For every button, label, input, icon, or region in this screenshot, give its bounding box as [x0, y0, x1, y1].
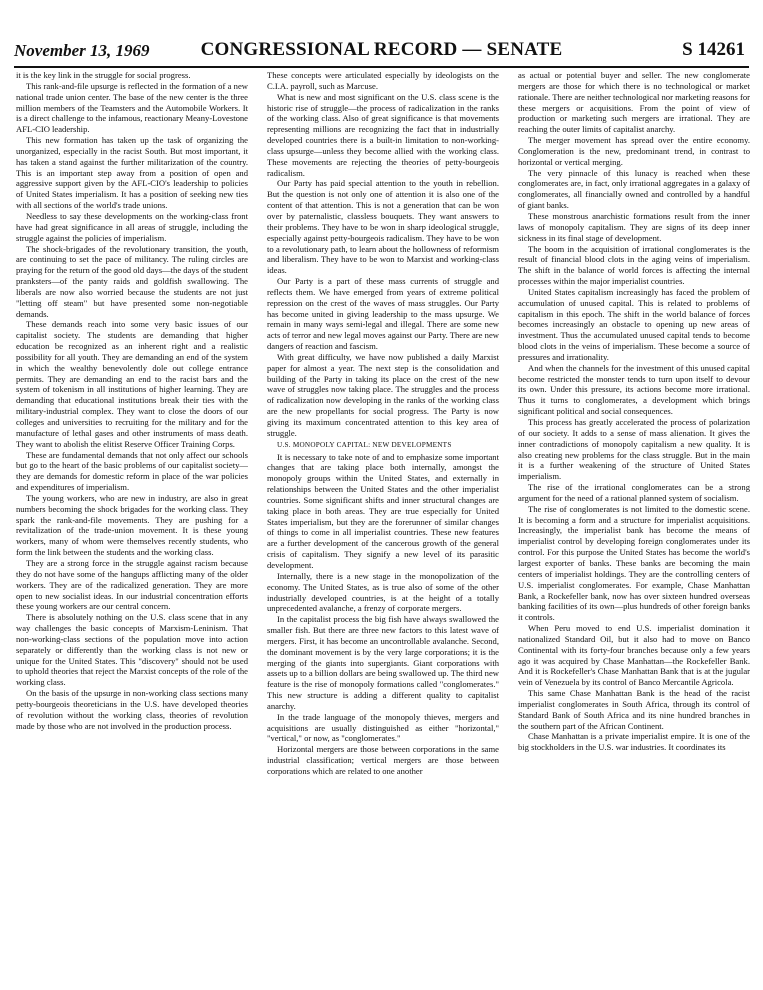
page-header [14, 38, 749, 64]
paragraph: There is absolutely nothing on the U.S. class scene that in any way challenges the basic concepts of Marxism-Leninism. That non-working-class sections of the population move into action separately or differently than the working class is not new or unique for the United States. This "discovery" should not be used to uphold theories that reject the Marxist concepts of the role of the working class. [16, 612, 248, 688]
publication-title: CONGRESSIONAL RECORD — SENATE [200, 39, 563, 60]
paragraph: Horizontal mergers are those between corporations in the same industrial classification; vertical mergers are those between corporations which are related to one another [267, 744, 499, 776]
paragraph: These demands reach into some very basic issues of our capitalist society. The students are demanding that higher education be recognized as an inherent right and a realistic possibility for all youth. They are demanding an end of the system in which the wealthy benevolently dole out college entrance permits. They are demanding an end to the racist bars and the system of tokenism in all institutions of higher learning. They are demanding that educational institutions break their ties with the military-industrial complex. They want to close the doors of our colleges and universities to recruiting for the military and for the manufacture of lethal gases and other instruments of mass death. They want to abolish the elitist Reserve Officer Training Corps. [16, 319, 248, 449]
paragraph: Chase Manhattan is a private imperialist empire. It is one of the big stockholders in the U.S. war industries. It coordinates its [518, 731, 750, 753]
paragraph: On the basis of the upsurge in non-working class sections many petty-bourgeois theoreticians in the U.S. have developed theories of revolution without the working class, theories of revolution made by those who are not involved in the production process. [16, 688, 248, 731]
paragraph: This process has greatly accelerated the process of polarization of our society. It adds to a sense of mass alienation. It gives the inner contradictions of monopoly capitalism a new quality. It is also creating new problems for the class struggle. But in the main it is a further weakening of the structure of United States imperialism. [518, 417, 750, 482]
paragraph: United States capitalism increasingly has faced the problem of accumulation of unused capital. This is related to problems of capitalism in this epoch. The shift in the world balance of forces becomes increasingly an obstacle to opening up new areas of investment. Thus the accumulated unused capital tends to become blood clots in the veins of imperialism. These become a source of pressures and irrationality. [518, 286, 750, 362]
paragraph: And when the channels for the investment of this unused capital become restricted the monster tends to turn upon itself to devour its own. Under this pressure, its actions become more irrational. Thus it turns to conglomerates, a development which brings significant political and social consequences. [518, 362, 750, 417]
paragraph: What is new and most significant on the U.S. class scene is the historic rise of struggle—the process of radicalization in the ranks of the working class. Also of great significance is that movements representing millions are recognizing the fact that in industrially developed countries there is a built-in limitation to non-working-class upsurge—unless they become allied with the working class. These movements are rejecting the theories of petty-bourgeois radicalism. [267, 91, 499, 178]
paragraph: When Peru moved to end U.S. imperialist domination it nationalized Standard Oil, but it also had to move on Banco Continental with its forty-four branches because only a few years ago it was acquired by Chase Manhattan—the Rockefeller Bank. And it is Rockefeller's Chase Manhattan Bank that is at the jugular vein of Venezuela by its control of Banco Mercantile Agricola. [518, 623, 750, 688]
page-number: S 14261 [682, 39, 745, 60]
paragraph: These concepts were articulated especially by ideologists on the C.I.A. payroll, such as Marcuse. [267, 70, 499, 91]
paragraph: Our Party has paid special attention to the youth in rebellion. But the question is not only one of attention it is also one of the content of that attention. This is not a generation that can be won over by paternalistic, classless bouquets. They want answers to their problems. They have to be won in sharp ideological struggle, especially against petty-bourgeois radicalism. They have to be won to a revolutionary path, to learn about the hollowness of reformism and liberalism. They have to be won to Marxist and working-class ideas. [267, 178, 499, 276]
paragraph: In the trade language of the monopoly thieves, mergers and acquisitions are usually distinguished as either "horizontal," "vertical," or now, as "conglomerates." [267, 711, 499, 744]
paragraph: This same Chase Manhattan Bank is the head of the racist imperialist conglomerates in South Africa, through its control of Standard Bank of South Africa and its nine hundred branches in the southern part of the African Continent. [518, 688, 750, 731]
paragraph: Needless to say these developments on the working-class front have had great significance in all areas of struggle, including the struggle against the policies of imperialism. [16, 210, 248, 243]
issue-date: November 13, 1969 [14, 41, 150, 60]
paragraph: The merger movement has spread over the entire economy. Conglomeration is the new, predominant trend, in contrast to horizontal or vertical merging. [518, 135, 750, 167]
text-columns [16, 70, 751, 982]
column-1 [16, 70, 248, 982]
paragraph: With great difficulty, we have now published a daily Marxist paper for almost a year. The next step is the consolidation and building of the Party in taking its place on the crest of the new wave of struggles now taking place. The struggles and the process of radicalization now developing in the ranks of the working class are the new propellants for social progress. The Party is now giving its maximum concentrated attention to this key area of struggle. [267, 351, 499, 438]
paragraph: These are fundamental demands that not only affect our schools but go to the heart of the basic problems of our capitalist society—they are demands for domestic reform in place of the war policies and expenditures of imperialism. [16, 449, 248, 493]
paragraph: They are a strong force in the struggle against racism because they do not have some of the hangups afflicting many of the older workers. They are of the radicalized generation. They are more open to new socialist ideas. In our industrial concentration efforts these young workers are our central concern. [16, 557, 248, 612]
paragraph: The shock-brigades of the revolutionary transition, the youth, are continuing to set the pace of militancy. The ruling circles are praying for the return of the good old days—the days of the student pranksters—of the panty raids and goldfish swallowing. The liberals are now also worried because the students are not just "letting off steam" but have presented some non-negotiable demands. [16, 243, 248, 319]
paragraph: This new formation has taken up the task of organizing the unorganized, especially in the racist South. But most important, it has taken a stand against the further militarization of the country. This is an important step away from a position of open and aggressive support given by the AFL-CIO's leadership to policies of United States imperialism. It has a position of seeking new ties with all sections of the world's trade unions. [16, 135, 248, 211]
section-heading: U.S. MONOPOLY CAPITAL: NEW DEVELOPMENTS [277, 440, 452, 449]
paragraph: as actual or potential buyer and seller. The new conglomerate mergers are those for which there is no technological or market rationale. There are neither technological nor marketing reasons for these mergers or acquisitions. From the point of view of production or marketing such mergers are irrational. They are reaching the outer limits of capitalist anarchy. [518, 70, 750, 135]
paragraph: The rise of conglomerates is not limited to the domestic scene. It is becoming a form and a structure for imperialist acquisitions. Increasingly, the imperialist bank has become the means of imperialist control by developing foreign conglomerates under its control. For this purpose the United States has become the world's largest exporter of banks. These banks are becoming the main centers of imperialist holdings. They are the controlling centers of U.S. imperialist conglomerates. For example, Chase Manhattan Bank, a Rockefeller bank, now has over sixteen hundred overseas banking facilities of its own—plus hundreds of other foreign banks it controls. [518, 503, 750, 623]
paragraph: The very pinnacle of this lunacy is reached when these conglomerates are, in fact, only irrational aggregates in a galaxy of conglomerates, all financially owned and controlled by a handful of giant banks. [518, 167, 750, 211]
paragraph: In the capitalist process the big fish have always swallowed the smaller fish. But there are three new factors to this latest wave of mergers. First, it has become an uncontrollable avalanche. Second, the dominant movement is by the very large corporations; it is the merging of the giants into supergiants. Giant corporations with assets up to a billion dollars are being swallowed up. The third new feature is the rise of monopoly formations called "conglomerates." This new structure is adding a different quality to capitalist anarchy. [267, 614, 499, 711]
paragraph: The boom in the acquisition of irrational conglomerates is the result of financial blood clots in the aging veins of imperialism. The shift in the balance of world forces is affecting the internal processes within the major imperialist countries. [518, 243, 750, 287]
paragraph: Internally, there is a new stage in the monopolization of the economy. The United States, as is true also of some of the other industrially developed countries, is at the height of a totally unprecedented avalanche, a frenzy of corporate mergers. [267, 570, 499, 614]
paragraph: The young workers, who are new in industry, are also in great numbers becoming the shock brigades for the working class. They spark the rank-and-file movements. They are pushing for a revitalization of the trade-union movement. It is these young workers, many of whom were themselves recently students, who form the link between the students and the working class. [16, 492, 248, 558]
column-2 [267, 70, 499, 982]
paragraph: These monstrous anarchistic formations result from the inner laws of monopoly capitalism. They are signs of its deep inner sickness in its final stage of development. [518, 210, 750, 243]
header-rule [14, 66, 749, 68]
column-3 [518, 70, 750, 982]
paragraph: This rank-and-file upsurge is reflected in the formation of a new national trade union center. The base of the new center is the three million members of the Teamsters and the Automobile Workers. It is a direct challenge to the infamous, reactionary Meany-Lovestone AFL-CIO leadership. [16, 80, 248, 135]
paragraph: it is the key link in the struggle for social progress. [16, 70, 191, 80]
paragraph: Our Party is a part of these mass currents of struggle and reflects them. We have emerged from years of extreme political repression on the crest of the waves of mass struggles. Our Party has become united in giving leadership to the mass upsurge. We remain in many ways semi-legal and illegal. There are some new acts of terror and new legal moves against our Party. There are new dangers of reaction and fascism. [267, 276, 499, 352]
paragraph: It is necessary to take note of and to emphasize some important changes that are taking place both internally, amongst the monopoly groups within the United States, and externally in relationships between the United States and the other imperialist countries. Some significant shifts and inner structural changes are taking place in both areas. They are true especially for United States imperialism, but they are the forerunner of similar changes of things to come in all imperialist countries. These new features are a further development of the cancerous growth of the general crisis of capitalism. They signify a new level of its parasitic development. [267, 451, 499, 570]
paragraph: The rise of the irrational conglomerates can be a strong argument for the need of a rational planned system of socialism. [518, 482, 750, 503]
